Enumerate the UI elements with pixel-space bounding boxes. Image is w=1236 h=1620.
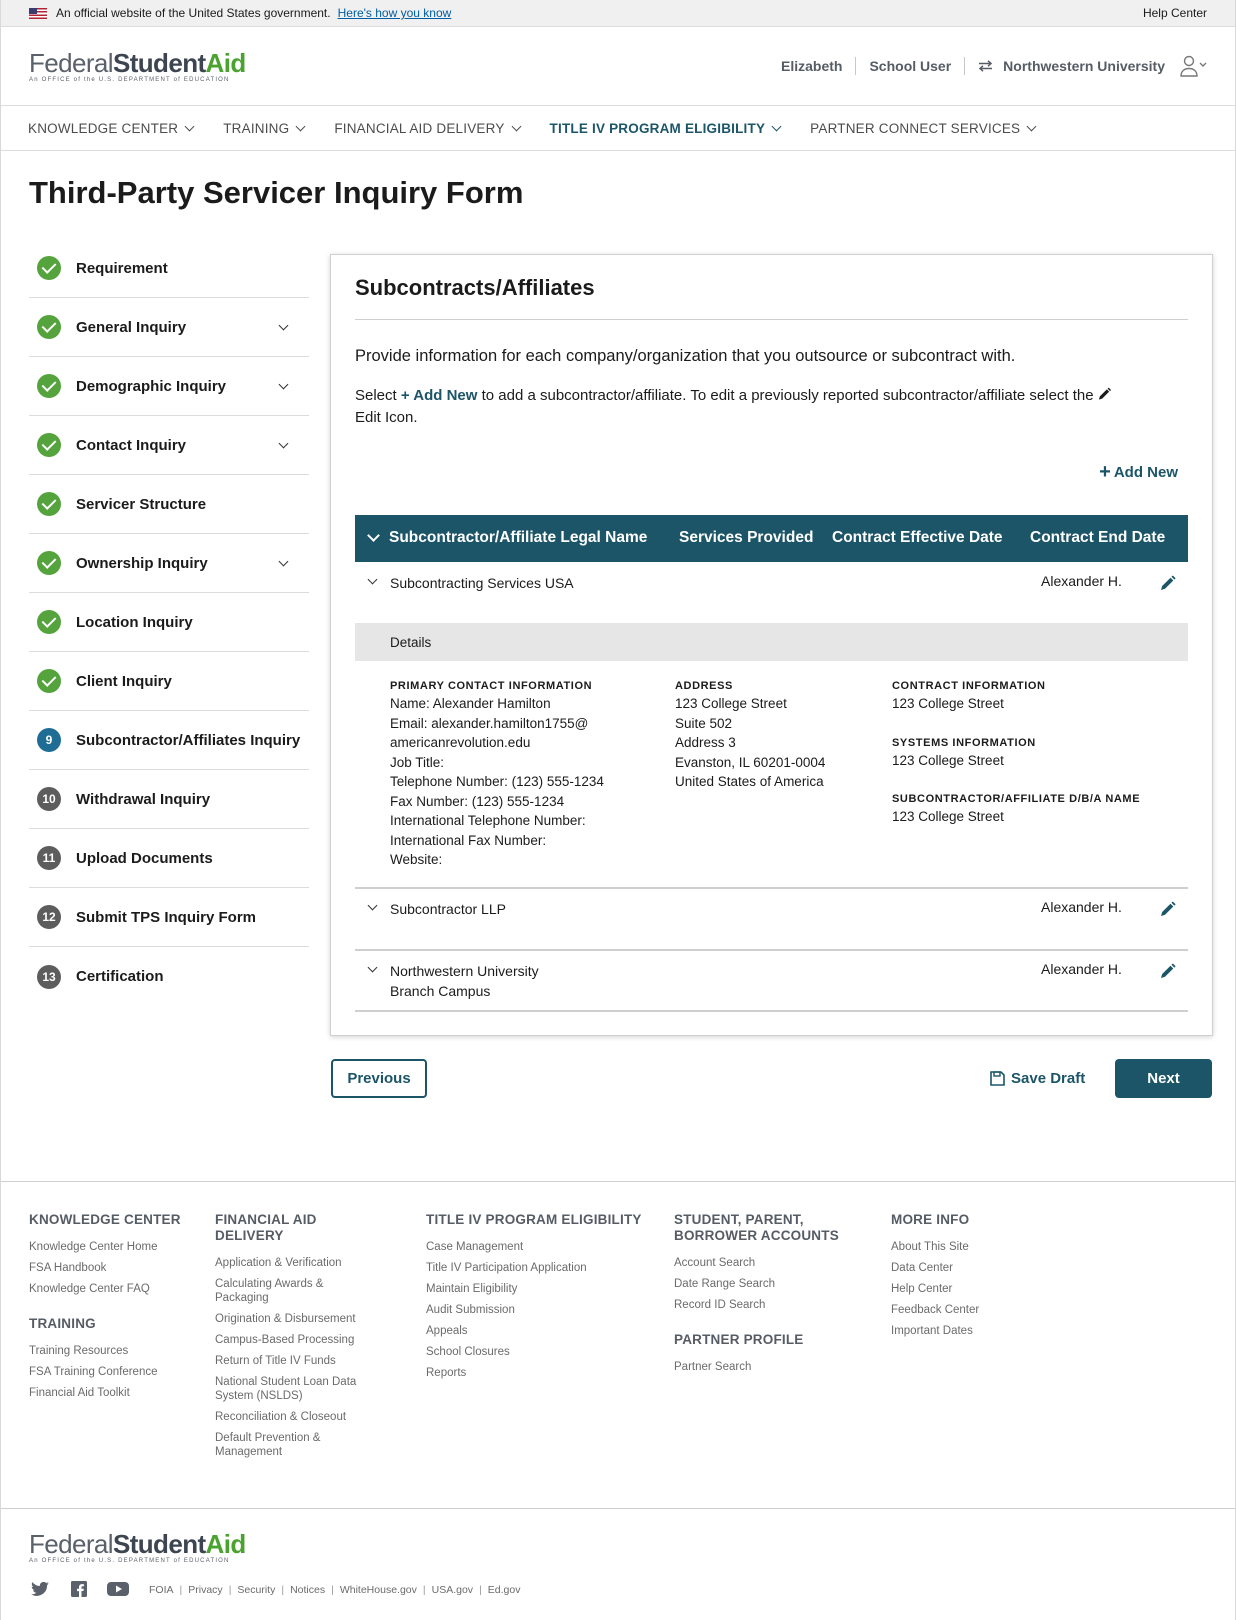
step-certification[interactable]: [29, 947, 309, 1006]
check-icon: [37, 315, 61, 339]
contact-line: Website:: [390, 852, 443, 867]
footer-link[interactable]: Financial Aid Toolkit: [29, 1387, 130, 1399]
check-icon: [37, 433, 61, 457]
user-area: [781, 55, 1207, 77]
col-services[interactable]: Services Provided: [679, 529, 814, 546]
address-line: Suite 502: [675, 715, 733, 731]
table-row[interactable]: [355, 961, 1188, 1005]
footer-link[interactable]: National Student Loan Data System (NSLDS): [215, 1376, 357, 1402]
save-icon: [990, 1071, 1005, 1086]
instr-end: Edit Icon.: [355, 408, 418, 426]
nav-label: KNOWLEDGE CENTER: [28, 120, 179, 136]
footer-link[interactable]: FSA Training Conference: [29, 1366, 158, 1378]
logo-aid: Aid: [205, 1529, 246, 1559]
check-icon: [37, 669, 61, 693]
facebook-icon[interactable]: [68, 1581, 90, 1597]
footer-col-title-iv: [426, 1212, 646, 1387]
logo-aid: Aid: [205, 47, 246, 78]
step-label: Requirement: [76, 259, 168, 277]
step-label: Submit TPS Inquiry Form: [76, 908, 257, 926]
contact-line: Telephone Number: (123) 555-1234: [390, 774, 604, 789]
row-end-date: Alexander H.: [1041, 961, 1122, 977]
contact-line: Job Title:: [390, 754, 445, 770]
contact-line: Name: Alexander Hamilton: [390, 696, 551, 711]
dba-label: SUBCONTRACTOR/AFFILIATE D/B/A NAME: [892, 793, 1141, 805]
footer-link[interactable]: Return of Title IV Funds: [215, 1355, 336, 1367]
chevron-down-icon[interactable]: [279, 438, 289, 448]
site-header: [1, 27, 1235, 106]
footer-link[interactable]: Calculating Awards & Packaging: [215, 1278, 324, 1304]
footer-heading: FINANCIAL AID DELIVERY: [215, 1212, 317, 1243]
help-center-link[interactable]: Help Center: [1142, 6, 1207, 20]
previous-button[interactable]: Previous: [331, 1059, 427, 1098]
add-new-label: Add New: [1113, 464, 1178, 481]
legal-link[interactable]: WhiteHouse.gov: [339, 1584, 417, 1596]
divider: [964, 57, 965, 75]
twitter-icon[interactable]: [29, 1581, 51, 1597]
step-label: Upload Documents: [76, 849, 213, 867]
footer-link[interactable]: Account Search: [674, 1257, 756, 1269]
us-flag-icon: [29, 8, 47, 19]
step-number-badge: 11: [37, 846, 61, 870]
step-label: Withdrawal Inquiry: [76, 790, 211, 808]
nav-knowledge-center[interactable]: [28, 121, 193, 136]
chevron-down-icon: [185, 121, 195, 131]
logo-federal: Federal: [29, 47, 113, 78]
footer-bottom: [1, 1508, 1235, 1620]
logo-student: Student: [112, 1529, 206, 1559]
footer-heading: KNOWLEDGE CENTER: [29, 1212, 181, 1227]
how-you-know-link[interactable]: Here's how you know: [337, 6, 452, 20]
step-general-inquiry[interactable]: [29, 298, 309, 357]
footer-heading: TRAINING: [29, 1316, 96, 1331]
page-title: Third-Party Servicer Inquiry Form: [29, 175, 524, 210]
check-icon: [37, 256, 61, 280]
step-client-inquiry[interactable]: [29, 652, 309, 711]
logo-student: Student: [112, 47, 206, 78]
legal-link[interactable]: FOIA: [149, 1584, 174, 1596]
chevron-down-icon[interactable]: [279, 320, 289, 330]
col-legal-name[interactable]: Subcontractor/Affiliate Legal Name: [389, 529, 648, 546]
user-name[interactable]: Elizabeth: [781, 58, 843, 74]
row-divider: [355, 1010, 1188, 1012]
step-label: Servicer Structure: [76, 495, 207, 513]
switch-icon[interactable]: [978, 60, 993, 72]
nav-label: PARTNER CONNECT SERVICES: [810, 120, 1021, 136]
organization-name[interactable]: Northwestern University: [1003, 58, 1165, 74]
footer-heading: STUDENT, PARENT, BORROWER ACCOUNTS: [674, 1212, 839, 1243]
footer-link[interactable]: Campus-Based Processing: [215, 1334, 355, 1346]
step-label: Location Inquiry: [76, 613, 193, 631]
logo-subtitle: An OFFICE of the U.S. DEPARTMENT of EDUCATION: [29, 1558, 230, 1564]
chevron-down-icon[interactable]: [279, 556, 289, 566]
footer-heading: PARTNER PROFILE: [674, 1332, 804, 1347]
footer-link[interactable]: About This Site: [891, 1241, 969, 1253]
primary-contact-label: PRIMARY CONTACT INFORMATION: [390, 680, 593, 692]
contract-value: 123 College Street: [892, 696, 1004, 711]
site-footer: [1, 1181, 1235, 1509]
footer-link[interactable]: Default Prevention & Management: [215, 1432, 321, 1458]
footer-link[interactable]: FSA Handbook: [29, 1262, 107, 1274]
footer-link[interactable]: Knowledge Center Home: [29, 1241, 158, 1253]
row-divider: [355, 949, 1188, 951]
address-info: [675, 679, 825, 792]
add-new-button[interactable]: [1099, 461, 1178, 483]
address-line: Evanston, IL 60201-0004: [675, 754, 826, 770]
chevron-down-icon: [296, 121, 306, 131]
check-icon: [37, 374, 61, 398]
instr-mid: to add a subcontractor/affiliate. To edit a previously reported subcontractor/affiliate select the: [481, 387, 1094, 404]
nav-label: TITLE IV PROGRAM ELIGIBILITY: [549, 120, 766, 136]
footer-col-knowledge: [29, 1212, 181, 1407]
legal-link[interactable]: Notices: [290, 1584, 326, 1596]
table-header: [355, 515, 1188, 562]
step-ownership-inquiry[interactable]: [29, 534, 309, 593]
instr-select: Select: [355, 387, 397, 404]
divider: [855, 57, 856, 75]
step-number-badge: 12: [37, 905, 61, 929]
edit-pencil-icon[interactable]: [1160, 575, 1176, 591]
nav-label: TRAINING: [223, 120, 290, 136]
step-contact-inquiry[interactable]: [29, 416, 309, 475]
step-label: Demographic Inquiry: [76, 377, 227, 395]
nav-training[interactable]: [223, 121, 304, 136]
address-line: Address 3: [675, 735, 736, 750]
table-row[interactable]: [355, 899, 1188, 939]
col-effective-date[interactable]: Contract Effective Date: [832, 529, 1003, 546]
step-withdrawal-inquiry[interactable]: [29, 770, 309, 829]
details-bar: [355, 623, 1188, 661]
step-requirement[interactable]: [29, 239, 309, 298]
details-label: Details: [390, 635, 432, 650]
contract-info: [892, 679, 1140, 827]
footer-heading: MORE INFO: [891, 1212, 970, 1227]
pencil-icon: [1098, 387, 1111, 401]
footer-link[interactable]: Help Center: [891, 1283, 953, 1295]
footer-col-fad: [215, 1212, 375, 1466]
legal-link[interactable]: Privacy: [188, 1584, 223, 1596]
logo-federal: Federal: [29, 1529, 113, 1559]
section-title: Subcontracts/Affiliates: [355, 275, 595, 300]
footer-col-accounts: [674, 1212, 854, 1381]
step-list: [29, 239, 309, 1006]
plus-icon: +: [1099, 461, 1111, 483]
instructions: [355, 385, 1115, 428]
row-end-date: Alexander H.: [1041, 573, 1122, 589]
footer-link[interactable]: Partner Search: [674, 1361, 752, 1373]
chevron-down-icon[interactable]: [279, 379, 289, 389]
row-name: Northwestern University: [390, 963, 539, 979]
chevron-down-icon[interactable]: [368, 963, 378, 973]
youtube-icon[interactable]: [107, 1581, 129, 1597]
footer-link[interactable]: Title IV Participation Application: [426, 1262, 587, 1274]
footer-link[interactable]: Appeals: [426, 1325, 468, 1337]
nav-title-iv-eligibility[interactable]: [550, 121, 781, 136]
user-account-icon[interactable]: [1179, 55, 1207, 77]
step-number-badge: 10: [37, 787, 61, 811]
contract-label: CONTRACT INFORMATION: [892, 680, 1046, 692]
contact-line: International Telephone Number:: [390, 813, 586, 828]
save-draft-button[interactable]: [990, 1070, 1085, 1087]
step-label: Client Inquiry: [76, 672, 172, 690]
footer-link[interactable]: Knowledge Center FAQ: [29, 1283, 150, 1295]
footer-link[interactable]: Date Range Search: [674, 1278, 776, 1290]
footer-link[interactable]: Record ID Search: [674, 1299, 766, 1311]
address-line: 123 College Street: [675, 696, 787, 711]
edit-pencil-icon[interactable]: [1160, 963, 1176, 979]
row-name: Subcontracting Services USA: [390, 575, 574, 591]
footer-link[interactable]: Data Center: [891, 1262, 954, 1274]
legal-link[interactable]: USA.gov: [431, 1584, 474, 1596]
footer-link[interactable]: Important Dates: [891, 1325, 973, 1337]
intro-text: Provide information for each company/organization that you outsource or subcontract with.: [355, 347, 1016, 365]
instr-add-link[interactable]: + Add New: [400, 387, 478, 404]
row-name-line2: Branch Campus: [390, 983, 491, 999]
col-end-date[interactable]: Contract End Date: [1030, 529, 1166, 546]
contact-line: Fax Number: (123) 555-1234: [390, 793, 565, 809]
step-location-inquiry[interactable]: [29, 593, 309, 652]
gov-banner-text: An official website of the United States government.: [56, 6, 331, 20]
user-role[interactable]: School User: [869, 58, 952, 74]
row-end-date: Alexander H.: [1041, 899, 1122, 915]
table-row[interactable]: [355, 573, 1188, 603]
row-divider: [355, 887, 1188, 889]
social-links: [29, 1581, 146, 1597]
step-demographic-inquiry[interactable]: [29, 357, 309, 416]
address-line: United States of America: [675, 774, 824, 789]
contact-line: americanrevolution.edu: [390, 735, 531, 750]
nav-label: FINANCIAL AID DELIVERY: [334, 120, 505, 136]
step-label: Ownership Inquiry: [76, 554, 208, 572]
systems-label: SYSTEMS INFORMATION: [892, 736, 1036, 749]
legal-link[interactable]: Security: [237, 1584, 276, 1596]
logo-subtitle: An OFFICE of the U.S. DEPARTMENT of EDUCATION: [29, 76, 230, 83]
step-label: Subcontractor/Affiliates Inquiry: [76, 731, 301, 749]
chevron-down-icon: [772, 121, 782, 131]
chevron-down-icon[interactable]: [368, 901, 378, 911]
step-label: Contact Inquiry: [76, 436, 187, 454]
check-icon: [37, 610, 61, 634]
fsa-footer-logo[interactable]: [29, 1531, 246, 1564]
fsa-logo[interactable]: [29, 47, 246, 83]
chevron-down-icon[interactable]: [367, 529, 380, 542]
footer-link[interactable]: Training Resources: [29, 1345, 129, 1357]
dba-value: 123 College Street: [892, 809, 1004, 824]
step-number-badge: 13: [37, 965, 61, 989]
nav-financial-aid-delivery[interactable]: [334, 121, 519, 136]
step-servicer-structure[interactable]: [29, 475, 309, 534]
contact-line: International Fax Number:: [390, 832, 547, 848]
step-label: Certification: [76, 968, 164, 985]
chevron-down-icon[interactable]: [368, 575, 378, 585]
primary-contact-info: [390, 679, 604, 870]
legal-links: FOIA | Privacy | Security | Notices | WhiteHouse.gov | USA.gov | Ed.gov: [149, 1584, 521, 1596]
step-number-badge: 9: [37, 728, 61, 752]
footer-link[interactable]: Audit Submission: [426, 1304, 515, 1316]
main-nav: [1, 106, 1235, 151]
footer-heading: TITLE IV PROGRAM ELIGIBILITY: [426, 1212, 642, 1227]
save-draft-label: Save Draft: [1011, 1070, 1086, 1087]
divider: [355, 319, 1188, 320]
next-button[interactable]: Next: [1115, 1059, 1212, 1098]
footer-col-more-info: [891, 1212, 979, 1345]
footer-link[interactable]: Maintain Eligibility: [426, 1283, 518, 1295]
row-name: Subcontractor LLP: [390, 901, 506, 917]
nav-partner-connect[interactable]: [810, 121, 1035, 136]
step-upload-documents[interactable]: [29, 829, 309, 888]
chevron-down-icon: [1027, 121, 1037, 131]
step-subcontractor-inquiry[interactable]: [29, 711, 309, 770]
edit-pencil-icon[interactable]: [1160, 901, 1176, 917]
legal-link[interactable]: Ed.gov: [487, 1584, 521, 1596]
check-icon: [37, 551, 61, 575]
step-submit-form[interactable]: [29, 888, 309, 947]
gov-banner: [1, 0, 1235, 27]
systems-value: 123 College Street: [892, 752, 1004, 768]
step-label: General Inquiry: [76, 318, 187, 336]
footer-link[interactable]: Application & Verification: [215, 1257, 342, 1269]
address-label: ADDRESS: [675, 680, 733, 692]
contact-line: Email: alexander.hamilton1755@: [390, 715, 589, 731]
footer-link[interactable]: School Closures: [426, 1346, 510, 1358]
footer-link[interactable]: Reports: [426, 1367, 467, 1379]
check-icon: [37, 492, 61, 516]
chevron-down-icon: [511, 121, 521, 131]
subcontracts-card: [330, 254, 1213, 1036]
footer-link[interactable]: Feedback Center: [891, 1304, 980, 1316]
footer-link[interactable]: Reconciliation & Closeout: [215, 1411, 347, 1423]
footer-link[interactable]: Origination & Disbursement: [215, 1313, 356, 1325]
footer-link[interactable]: Case Management: [426, 1241, 524, 1253]
